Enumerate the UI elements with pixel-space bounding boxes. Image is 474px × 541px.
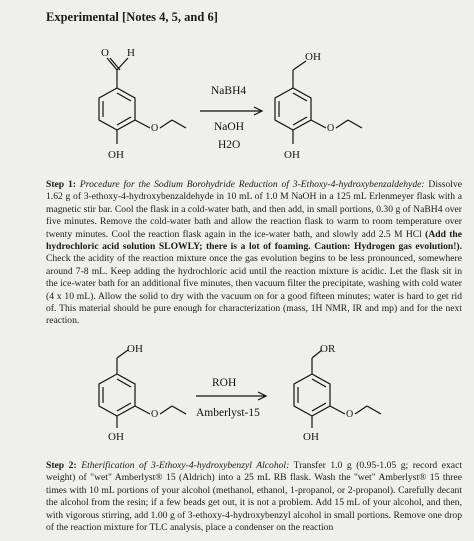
svg-text:O: O [327,123,335,134]
product2-benzene-ring [294,374,330,416]
step1-title: Procedure for the Sodium Borohydride Reduction of 3-Ethoxy-4-hydroxybenzaldehyde: [79,179,425,190]
svg-text:O: O [346,409,354,420]
aldehyde-hydrogen-label: H [127,47,135,59]
step1-text-b: Check the acidity of the reaction mixture once the gas evolution begins to be less pronounced, somewhere around 7-8 mL. Keep adding the hydrochloric acid until the reaction mixture is acidic. Let the flask sit in the ice-water bath for an additional five minutes, then vacuum filter the precipitate, washing with cold water (4 x 10 mL). Allow the solid to dry with the vacuum on for a good fifteen minutes; water is hard to get rid of. This material should be pure enough for characterization (mass, 1H NMR, IR and mp) and for the next reaction. [46,253,462,327]
reaction-scheme-2 [0,340,474,450]
step1-caution: (Add the hydrochloric acid solution SLOWLY; there is a lot of foaming. Caution: Hydrogen gas evolution!). [46,228,462,253]
reactant-hydroxyl-label: OH [108,149,124,161]
section-heading: Experimental [Notes 4, 5, and 6] [46,10,218,24]
product-hydroxyl-label: OH [284,149,300,161]
reactant2-benzene-ring [99,374,135,416]
product2-hydroxyl-label: OH [303,431,319,443]
step2-label: Step 2: [46,460,77,471]
product2-ether-label: OR [320,343,336,355]
step1-paragraph [46,179,462,328]
reactant2-hydroxyl-label: OH [108,431,124,443]
reagent-naoh: NaOH [214,121,245,133]
reaction-scheme-1 [0,34,474,184]
step2-text: Transfer 1.0 g (0.95-1.05 g; record exact weight) of "wet" Amberlyst® 15 (Aldrich) into a 25 mL RB flask. Wash the "wet" Amberlyst® 15 three times with 10 mL portions of your alcohol (methanol, ethanol, 1-propanol, or 2-propanol). Carefully decant the alcohol from the resin; if a few beads get out, it is not a problem. Add 15 mL of your alcohol, and then, with vigorous stirring, add 1.00 g of 3-ethoxy-4-hydroxybenzyl alcohol in small portions. Remove one drop of the reaction mixture for TLC analysis, place a condenser on the reaction [46,460,462,534]
step2-paragraph [46,460,462,534]
reactant2-alcohol-label: OH [127,343,143,355]
step1-text-a: Dissolve 1.62 g of 3-ethoxy-4-hydroxybenzaldehyde in 10 mL of 1.0 M NaOH in a 125 mL Erlenmeyer flask with a magnetic stir bar. Cool the flask in a cold-water bath, and then add, in small portions, 0.30 g of NaBH4 over five minutes. Remove the cold-water bath and allow the reaction flask to warm to room temperature over twenty minutes. Cool the reaction flask again in the ice-water bath, and slowly add 2.5 M HCl [46,179,462,240]
step1-label: Step 1: [46,179,76,190]
product-alcohol-label: OH [305,51,321,63]
reagent-nabh4: NaBH4 [211,85,247,97]
aldehyde-oxygen-label: O [101,47,109,59]
reagent-roh: ROH [212,377,237,389]
svg-text:O: O [151,123,159,134]
product-benzene-ring [275,88,311,130]
svg-text:O: O [151,409,159,420]
reagent-amberlyst: Amberlyst-15 [196,407,260,419]
reagent-water: H2O [218,139,241,151]
reactant-benzene-ring [99,88,135,130]
step2-title: Etherification of 3-Ethoxy-4-hydroxybenzyl Alcohol: [81,460,290,471]
